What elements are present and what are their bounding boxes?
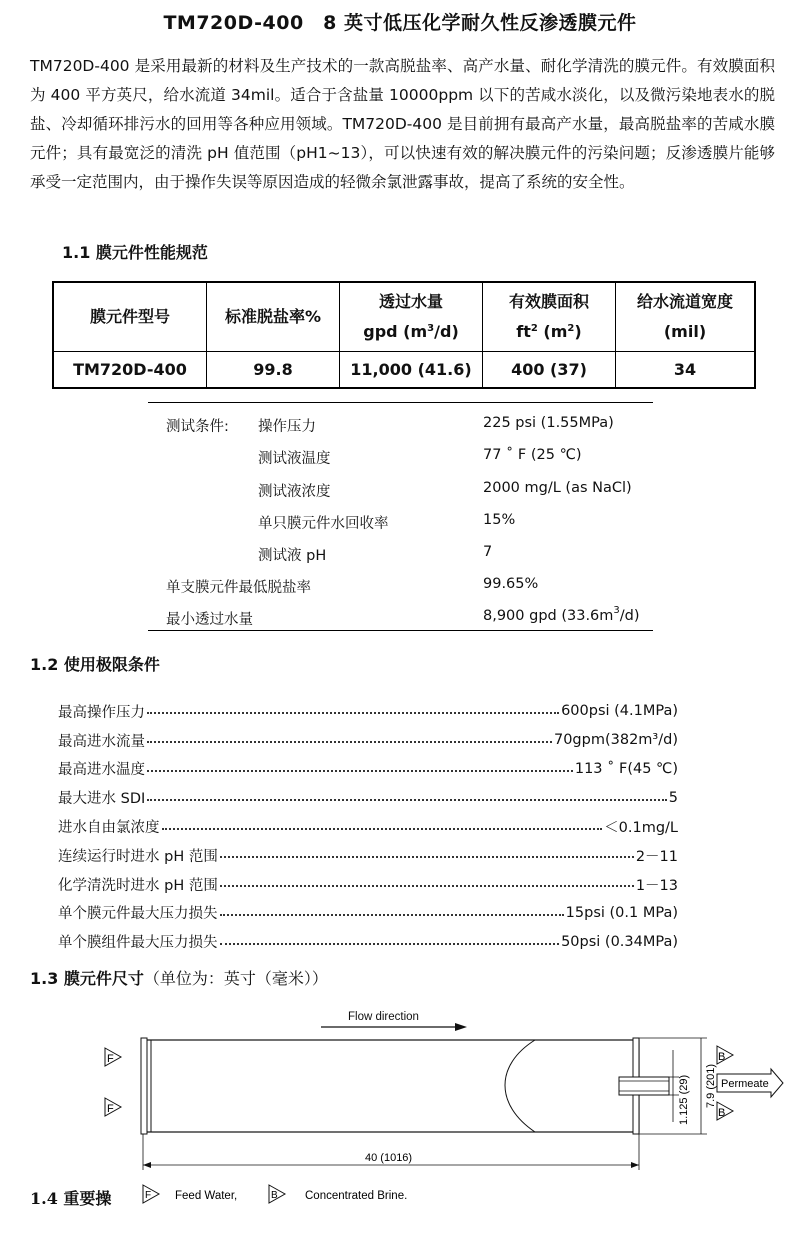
limit-value: 15psi (0.1 MPa) <box>565 904 678 921</box>
brine-symbol-icon <box>717 1046 733 1064</box>
limit-label: 最高进水温度 <box>58 762 145 779</box>
limit-value: 70gpm(382m³/d) <box>553 732 678 749</box>
legend-brine-label: Concentrated Brine. <box>305 1190 408 1202</box>
limit-value: 113 ˚ F(45 ℃) <box>574 760 678 777</box>
section-heading-1-4: 1.4 重要操 <box>30 1189 112 1208</box>
length-label: 40 (1016) <box>365 1152 413 1164</box>
header-permeate-flow <box>340 282 483 352</box>
flow-arrowhead-icon <box>455 1023 467 1031</box>
min-flow-row <box>148 605 653 628</box>
list-item <box>58 927 678 956</box>
list-item <box>58 755 678 784</box>
header-sup: 3 <box>427 323 435 334</box>
limits-list <box>58 697 678 956</box>
feed-symbol-text: F <box>107 1103 114 1115</box>
limit-value: ＜0.1mg/L <box>604 820 678 837</box>
limit-label: 最高进水流量 <box>58 733 145 750</box>
condition-name: 操作压力 <box>258 419 316 435</box>
brine-symbol-text: B <box>718 1051 726 1063</box>
condition-name: 测试液浓度 <box>258 484 331 500</box>
cell-membrane-area: 400 (37) <box>483 352 616 389</box>
list-item <box>58 812 678 841</box>
table-header-row <box>53 282 755 352</box>
leader-dots <box>147 712 559 714</box>
condition-value: 15% <box>483 512 516 528</box>
legend-feed-symbol: F <box>145 1190 152 1201</box>
list-item <box>58 899 678 928</box>
limit-label: 化学清洗时进水 pH 范围 <box>58 877 218 894</box>
legend-feed-label: Feed Water, <box>175 1190 238 1202</box>
element-dimension-diagram <box>95 1005 785 1180</box>
heading-unit-note: （单位为：英寸（毫米）） <box>143 969 328 988</box>
limit-label: 最高操作压力 <box>58 704 145 721</box>
brine-symbol-icon <box>269 1185 285 1203</box>
permeate-label: Permeate <box>721 1078 769 1090</box>
condition-row <box>148 512 653 532</box>
header-model <box>53 282 207 352</box>
condition-value: 77 ˚ F (25 ℃) <box>483 447 582 463</box>
header-membrane-area <box>483 282 616 352</box>
feed-symbol-text: F <box>107 1053 114 1065</box>
dim-arrowhead-icon <box>143 1162 151 1168</box>
condition-name: 测试液 pH <box>258 548 327 564</box>
condition-name: 最小透过水量 <box>166 612 253 628</box>
list-item <box>58 726 678 755</box>
leader-dots <box>220 914 564 916</box>
cell-permeate-flow: 11,000 (41.6) <box>340 352 483 389</box>
condition-row <box>148 415 653 435</box>
feed-symbol-icon <box>105 1048 121 1066</box>
header-sup: 2 <box>530 323 538 334</box>
limit-label: 最大进水 SDI <box>58 791 146 808</box>
header-text: 有效膜面积 <box>508 292 589 311</box>
brine-symbol-icon <box>717 1102 733 1120</box>
limit-label: 连续运行时进水 pH 范围 <box>58 848 218 865</box>
limit-value: 1－13 <box>635 877 678 894</box>
header-text: 标准脱盐率% <box>224 307 322 326</box>
heading-bold: 1.3 膜元件尺寸 <box>30 969 144 988</box>
membrane-element-body <box>143 1040 639 1132</box>
list-item <box>58 870 678 899</box>
legend-brine-symbol: B <box>271 1190 278 1201</box>
header-text: 透过水量 <box>378 292 443 311</box>
test-conditions <box>148 402 653 631</box>
header-rejection <box>207 282 340 352</box>
leader-dots <box>147 799 667 801</box>
list-item <box>58 697 678 726</box>
brine-seal <box>141 1038 147 1134</box>
section-heading-1-3 <box>30 966 328 989</box>
limit-value: 600psi (4.1MPa) <box>561 703 678 720</box>
header-unit: /d) <box>434 322 459 341</box>
limit-value: 2－11 <box>635 848 678 865</box>
header-unit: (m <box>537 322 568 341</box>
condition-row <box>148 544 653 564</box>
limit-label: 单个膜元件最大压力损失 <box>58 906 218 923</box>
outer-diameter-label: 7.9 (201) <box>705 1063 717 1108</box>
header-sup: 2 <box>567 323 575 334</box>
header-unit: ) <box>574 322 582 341</box>
section-heading-1-2: 1.2 使用极限条件 <box>30 655 160 674</box>
value-part: 8,900 gpd (33.6m <box>483 608 614 624</box>
limit-label: 单个膜组件最大压力损失 <box>58 935 218 952</box>
leader-dots <box>147 741 552 743</box>
cell-rejection: 99.8 <box>207 352 340 389</box>
header-text: 膜元件型号 <box>89 307 170 326</box>
leader-dots <box>147 770 573 772</box>
condition-row <box>148 480 653 500</box>
limit-value: 50psi (0.34MPa) <box>561 933 678 950</box>
value-sup: 3 <box>613 605 620 616</box>
page-title: TM720D-400 8 英寸低压化学耐久性反渗透膜元件 <box>163 12 637 34</box>
min-rejection-row <box>148 576 653 596</box>
test-conditions-label: 测试条件: <box>166 419 229 435</box>
condition-value <box>483 605 640 624</box>
limit-value: 5 <box>668 789 678 806</box>
header-text: 给水流道宽度 <box>636 292 733 311</box>
table-row <box>53 352 755 389</box>
header-unit: ft <box>516 322 531 341</box>
cell-channel-width: 34 <box>616 352 756 389</box>
intro-paragraph: TM720D-400 是采用最新的材料及生产技术的一款高脱盐率、高产水量、耐化学清洗的膜元件。有效膜面积为 400 平方英尺，给水流道 34mil。适合于含盐量 10000ppm 以下的苦咸水淡化，以及微污染地表水的脱盐、冷却循环排污水的回用等各种应用领域。TM720D-400 是目前拥有最高产水量，最高脱盐率的苦咸水膜元件；具有最宽泛的清洗 pH 值范围（pH1~13），可以快速有效的解决膜元件的污染问题；反渗透膜片能够承受一定范围内，由于操作失误等原因造成的轻微余氯泄露事故，提高了系统的安全性。 <box>30 57 775 191</box>
condition-value: 225 psi (1.55MPa) <box>483 415 614 431</box>
symbol-legend <box>135 1181 455 1211</box>
condition-value: 99.65% <box>483 576 539 592</box>
condition-value: 7 <box>483 544 493 560</box>
condition-row <box>148 447 653 467</box>
header-unit: gpd (m <box>363 322 428 341</box>
condition-name: 单支膜元件最低脱盐率 <box>166 580 311 596</box>
condition-value: 2000 mg/L (as NaCl) <box>483 480 632 496</box>
feed-symbol-icon <box>143 1185 159 1203</box>
dim-arrowhead-icon <box>631 1162 639 1168</box>
leader-dots <box>220 856 634 858</box>
cell-model: TM720D-400 <box>53 352 207 389</box>
permeate-tube <box>619 1077 669 1095</box>
performance-table <box>52 281 756 389</box>
header-channel-width <box>616 282 756 352</box>
core-diameter-label: 1.125 (29) <box>678 1074 690 1125</box>
leader-dots <box>220 885 634 887</box>
limit-label: 进水自由氯浓度 <box>58 820 160 837</box>
brine-symbol-text: B <box>718 1107 726 1119</box>
condition-name: 单只膜元件水回收率 <box>258 516 389 532</box>
feed-symbol-icon <box>105 1098 121 1116</box>
list-item <box>58 783 678 812</box>
leader-dots <box>220 943 560 945</box>
leader-dots <box>162 828 603 830</box>
flow-direction-label: Flow direction <box>348 1011 419 1023</box>
condition-name: 测试液温度 <box>258 451 331 467</box>
list-item <box>58 841 678 870</box>
header-unit: (mil) <box>663 322 707 341</box>
value-part: /d) <box>619 608 640 624</box>
section-heading-1-1: 1.1 膜元件性能规范 <box>62 243 208 262</box>
